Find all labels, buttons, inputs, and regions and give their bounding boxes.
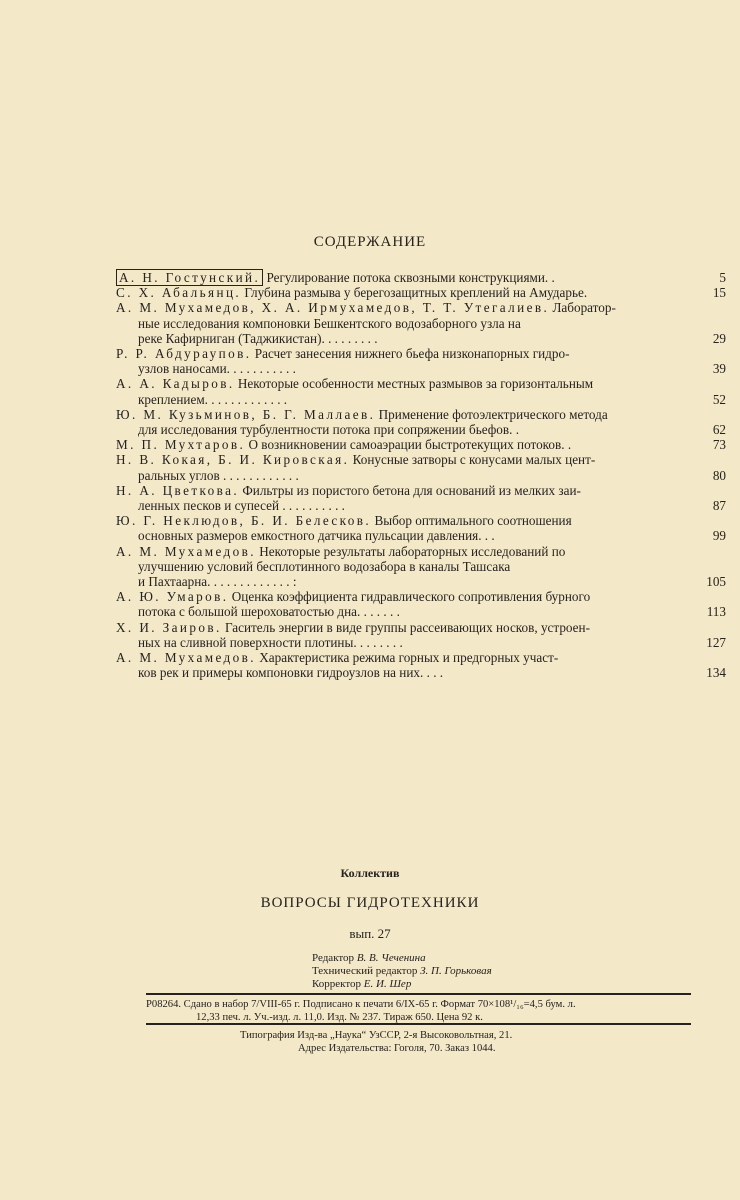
toc-entry [116,300,726,346]
toc-page-number: 15 [712,285,726,301]
corrector-name: Е. И. Шер [363,978,412,990]
toc-title-line: Конусные затворы с конусами малых цент- [352,452,596,468]
imprint [0,866,740,991]
toc-page-number: 127 [706,634,726,650]
editor-line: Редактор В. В. Чеченина [312,952,426,964]
toc-entry [116,513,726,543]
toc-title-line: узлов наносами. . . . . . . . . . . [138,361,296,377]
toc-title-line: ральных углов . . . . . . . . . . . . [138,467,299,483]
table-of-contents [116,270,726,680]
toc-title-line: реке Кафирниган (Таджикистан). . . . . . . . . [138,330,378,346]
printer-line: Типография Изд-ва „Наука“ УзССР, 2-я Высоковольтная, 21. [240,1030,513,1041]
toc-title-line: основных размеров емкостного датчика пульсации давления. . . [138,528,495,544]
toc-entry [116,544,726,590]
toc-entry-text [116,407,682,437]
toc-entry [116,620,726,650]
toc-entry-text [116,513,682,543]
toc-author: Р. Р. Абдураупов. [116,346,252,362]
collective-label: Коллектив [340,866,400,880]
toc-entry [116,270,726,285]
toc-page-number: 73 [712,437,726,453]
toc-title-line: Некоторые особенности местных размывов за горизонтальным [237,376,594,392]
toc-title-line: Лаборатор- [552,300,616,316]
toc-author: С. Х. Абальянц. [116,285,242,301]
toc-entry [116,589,726,619]
toc-author: А. Ю. Умаров. [116,589,229,605]
toc-author: А. М. Мухамедов. [116,650,256,666]
toc-page-number: 39 [712,361,726,377]
toc-title-line: ков рек и примеры компоновки гидроузлов на них. . . . [138,665,444,681]
print-line: Р08264. Сдано в набор 7/VIII-65 г. Подписано к печати 6/IX-65 г. Формат 70×108¹/₁₆=4,5 бум. л. [146,999,576,1010]
toc-author: Ю. М. Кузьминов, Б. Г. Маллаев. [116,406,376,422]
toc-title-line: ные исследования компоновки Бешкентского водозаборного узла на [138,315,521,331]
toc-title-line: Оценка коэффициента гидравлического сопротивления бурного [231,589,591,605]
toc-entry-text [116,589,682,619]
toc-entry-text [116,483,682,513]
divider-bottom [146,1023,691,1025]
print-line: 12,33 печ. л. Уч.-изд. л. 11,0. Изд. № 237. Тираж 650. Цена 92 к. [196,1012,483,1023]
toc-title: СОДЕРЖАНИЕ [313,234,427,250]
toc-title-line: Выбор оптимального соотношения [374,513,572,529]
toc-title-line: потока с большой шероховатостью дна. . . . . . . [138,604,400,620]
tech-editor-line: Технический редактор З. П. Горьковая [312,965,492,977]
toc-entry-text [116,452,682,482]
toc-page-number: 5 [719,270,726,285]
toc-author: Х. И. Заиров. [116,619,222,635]
toc-author: Ю. Г. Неклюдов, Б. И. Белесков. [116,513,372,529]
editor-name: В. В. Чеченина [356,952,426,964]
toc-title-line: улучшению условий бесплотинного водозабора в каналы Ташсака [138,558,511,574]
toc-title-line: Регулирование потока сквозными конструкциями. . [266,270,555,285]
toc-entry-text [116,270,682,285]
toc-entry-text [116,346,682,376]
toc-page-number: 80 [712,467,726,483]
toc-author: А. Н. Гостунский. [116,269,263,286]
toc-entry [116,437,726,452]
toc-author: Н. А. Цветкова. [116,482,240,498]
printer-details [146,1029,691,1055]
toc-title-line: и Пахтаарна. . . . . . . . . . . . . : [138,574,297,590]
toc-entry [116,376,726,406]
toc-title-line: Расчет занесения нижнего бьефа низконапорных гидро- [254,346,570,362]
toc-author: А. М. Мухамедов. [116,543,256,559]
editors-block [0,952,740,991]
divider-top [146,993,691,995]
toc-title-line: ных на сливной поверхности плотины. . . . . . . . [138,634,403,650]
toc-page-number: 99 [712,528,726,544]
toc-title-line: Применение фотоэлектрического метода [378,406,608,422]
toc-title-line: для исследования турбулентности потока при сопряжении бьефов. . [138,422,520,438]
print-details [146,998,691,1024]
toc-page-number: 105 [706,574,726,590]
toc-page-number: 52 [712,391,726,407]
toc-page-number: 62 [712,422,726,438]
corrector-line: Корректор Е. И. Шер [312,978,412,990]
toc-author: Н. В. Кокая, Б. И. Кировская. [116,452,350,468]
toc-page-number: 29 [712,330,726,346]
toc-title-line: Фильтры из пористого бетона для оснований из мелких заи- [242,482,581,498]
toc-title-line: О возникновении самоаэрации быстротекущих потоков. . [248,437,572,453]
toc-entry-text [116,437,682,452]
toc-author: М. П. Мухтаров. [116,437,246,453]
toc-entry [116,285,726,300]
toc-entry-text [116,376,682,406]
issue-number: вып. 27 [349,926,391,941]
toc-entry [116,407,726,437]
printer-line: Адрес Издательства: Гоголя, 70. Заказ 1044. [298,1043,496,1054]
toc-title-line: Глубина размыва у берегозащитных креплений на Амударье. [244,285,588,301]
toc-title-line: Гаситель энергии в виде группы рассеивающих носков, устроен- [224,619,590,635]
toc-author: А. М. Мухамедов, Х. А. Ирмухамедов, Т. Т. Утегалиев. [116,300,550,316]
toc-author: А. А. Кадыров. [116,376,235,392]
toc-entry-text [116,620,682,650]
toc-entry-text [116,544,682,590]
toc-entry [116,452,726,482]
toc-title-line: Некоторые результаты лабораторных исследований по [259,543,566,559]
toc-page-number: 113 [706,604,726,620]
toc-title-line: ленных песков и супесей . . . . . . . . . . [138,498,345,514]
toc-page-number: 134 [706,665,726,681]
toc-entry [116,650,726,680]
tech-editor-name: З. П. Горьковая [420,965,492,977]
toc-entry [116,483,726,513]
toc-title-line: креплением. . . . . . . . . . . . . [138,391,288,407]
toc-page-number: 87 [712,498,726,514]
toc-entry-text [116,650,682,680]
toc-entry-text [116,300,682,346]
toc-entry-text [116,285,682,300]
toc-title-line: Характеристика режима горных и предгорных участ- [259,650,559,666]
toc-entry [116,346,726,376]
book-title: ВОПРОСЫ ГИДРОТЕХНИКИ [260,895,480,911]
